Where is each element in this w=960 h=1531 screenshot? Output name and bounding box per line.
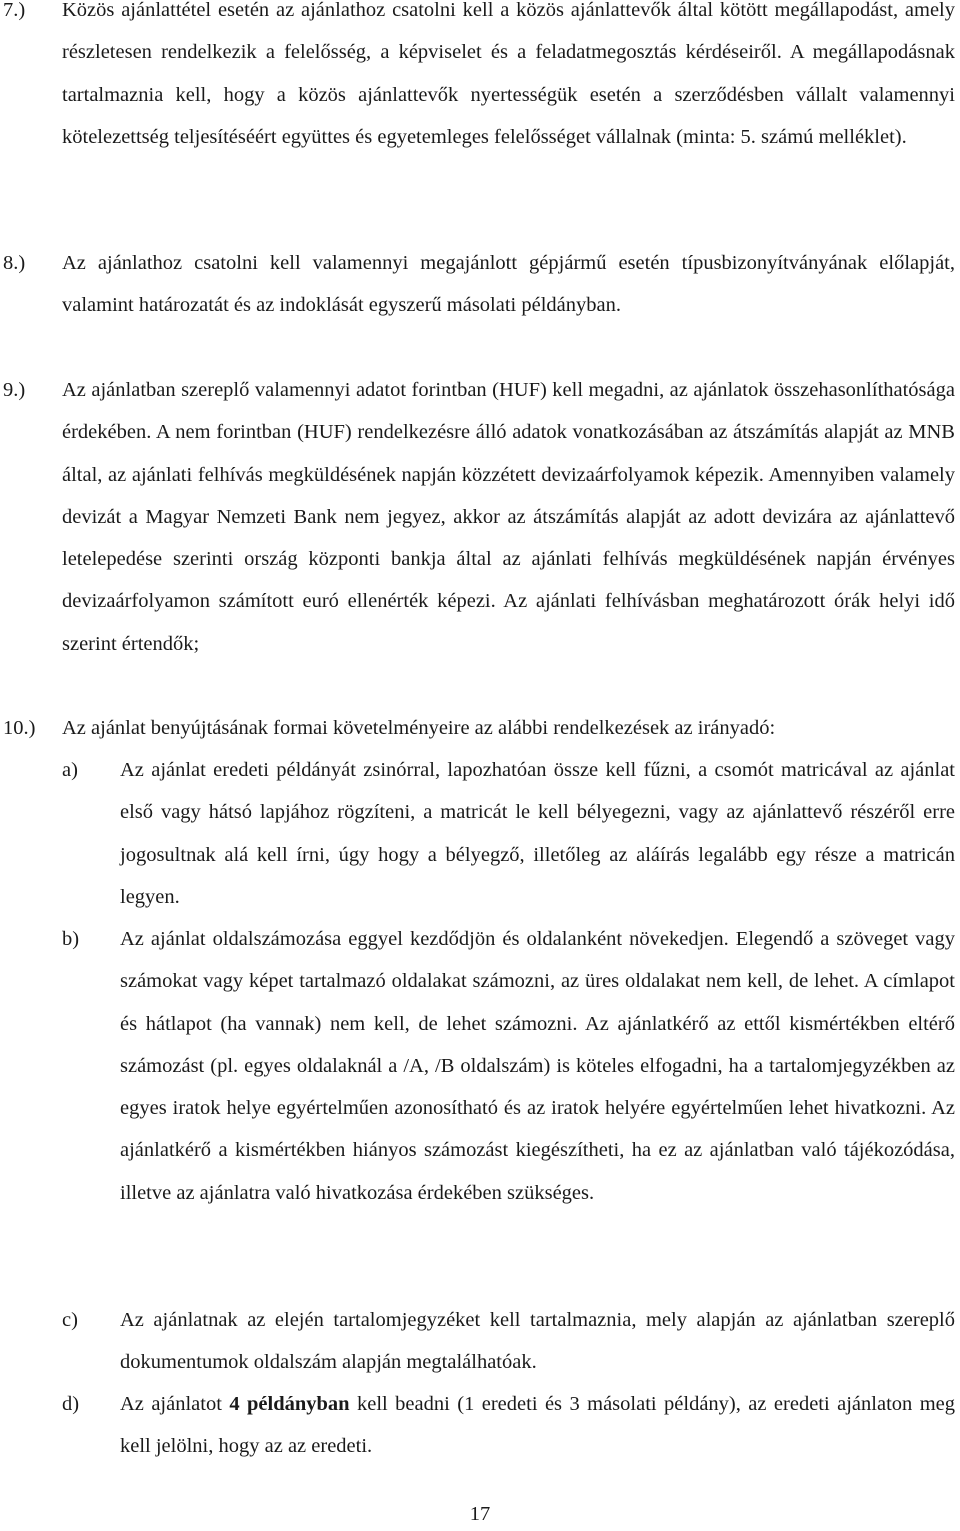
item-text: Az ajánlat benyújtásának formai követelményeire az alábbi rendelkezések az irányadó: <box>62 717 776 739</box>
sub-item-text: Az ajánlat oldalszámozása eggyel kezdődjön és oldalanként növekedjen. Elegendő a szöveget vagy számokat vagy képet tartalmazó oldalakat számozni, az üres oldalakat nem kell, de lehet. A címlapot és hátlapot (ha vannak) nem kell, de lehet számozni. Az ajánlatkérő az ettől kismértékben eltérő számozást (pl. egyes oldalaknál a /A, /B oldalszám) is köteles elfogadni, ha a tartalomjegyzékben az egyes iratok helye egyértelműen azonosítható és az iratok helyére egyértelműen lehet hivatkozni. Az ajánlatkérő a kismértékben hiányos számozást kiegészítheti, ha ez az ajánlatban való tájékozódása, illetve az ajánlatra való hivatkozása érdekében szükséges. <box>120 928 955 1204</box>
item-number: 10.) <box>3 717 36 739</box>
sub-item-text: Az ajánlatnak az elején tartalomjegyzéket kell tartalmaznia, mely alapján az ajánlatban szereplő dokumentumok oldalszám alapján megtalálhatóak. <box>120 1309 955 1374</box>
sub-item-text <box>120 1383 955 1468</box>
sub-item-text: Az ajánlat eredeti példányát zsinórral, lapozhatóan össze kell fűzni, a csomót matricával az ajánlat első vagy hátsó lapjához rögzíteni, a matricát le kell bélyegezni, vagy az ajánlattevő részéről erre jogosultnak alá kell írni, úgy hogy a bélyegző, illetőleg az aláírás legalább egy része a matricán legyen. <box>120 759 955 908</box>
sub-item-label: c) <box>62 1309 78 1331</box>
sub-item-text-before: Az ajánlatot <box>120 1393 230 1415</box>
item-text: Közös ajánlattétel esetén az ajánlathoz csatolni kell a közös ajánlattevők által kötött megállapodást, amely részletesen rendelkezik a felelősség, a képviselet és a feladatmegosztás kérdéseiről. A megállapodásnak tartalmaznia kell, hogy a közös ajánlattevők nyertességük esetén a szerződésben vállalt valamennyi kötelezettség teljesítéséért együttes és egyetemleges felelősséget vállalnak (minta: 5. számú melléklet). <box>62 0 955 148</box>
sub-item-label: a) <box>62 759 78 781</box>
sub-item-label: b) <box>62 928 80 950</box>
sub-item-text-after: kell beadni (1 eredeti és 3 másolati példány), az eredeti ajánlaton meg kell jelölni, hogy az az eredeti. <box>120 1393 955 1458</box>
sub-item-label: d) <box>62 1393 80 1415</box>
item-number: 8.) <box>3 252 26 274</box>
item-number: 9.) <box>3 379 26 401</box>
item-text: Az ajánlathoz csatolni kell valamennyi megajánlott gépjármű esetén típusbizonyítványának előlapját, valamint határozatát és az indoklását egyszerű másolati példányban. <box>62 252 955 317</box>
page-number: 17 <box>469 1503 491 1525</box>
sub-item-text-bold: 4 példányban <box>229 1393 350 1415</box>
item-text: Az ajánlatban szereplő valamennyi adatot forintban (HUF) kell megadni, az ajánlatok összehasonlíthatósága érdekében. A nem forintban (HUF) rendelkezésre álló adatok vonatkozásában az átszámítás alapját az MNB által, az ajánlati felhívás megküldésének napján közzétett devizaárfolyamok képezik. Amennyiben valamely devizát a Magyar Nemzeti Bank nem jegyez, akkor az átszámítás alapját az adott devizára az ajánlattevő letelepedése szerinti ország központi bankja által az ajánlati felhívás megküldésének napján érvényes devizaárfolyamon számított euró ellenérték képezi. Az ajánlati felhívásban meghatározott órák helyi idő szerint értendők; <box>62 379 955 655</box>
item-number: 7.) <box>3 0 26 21</box>
